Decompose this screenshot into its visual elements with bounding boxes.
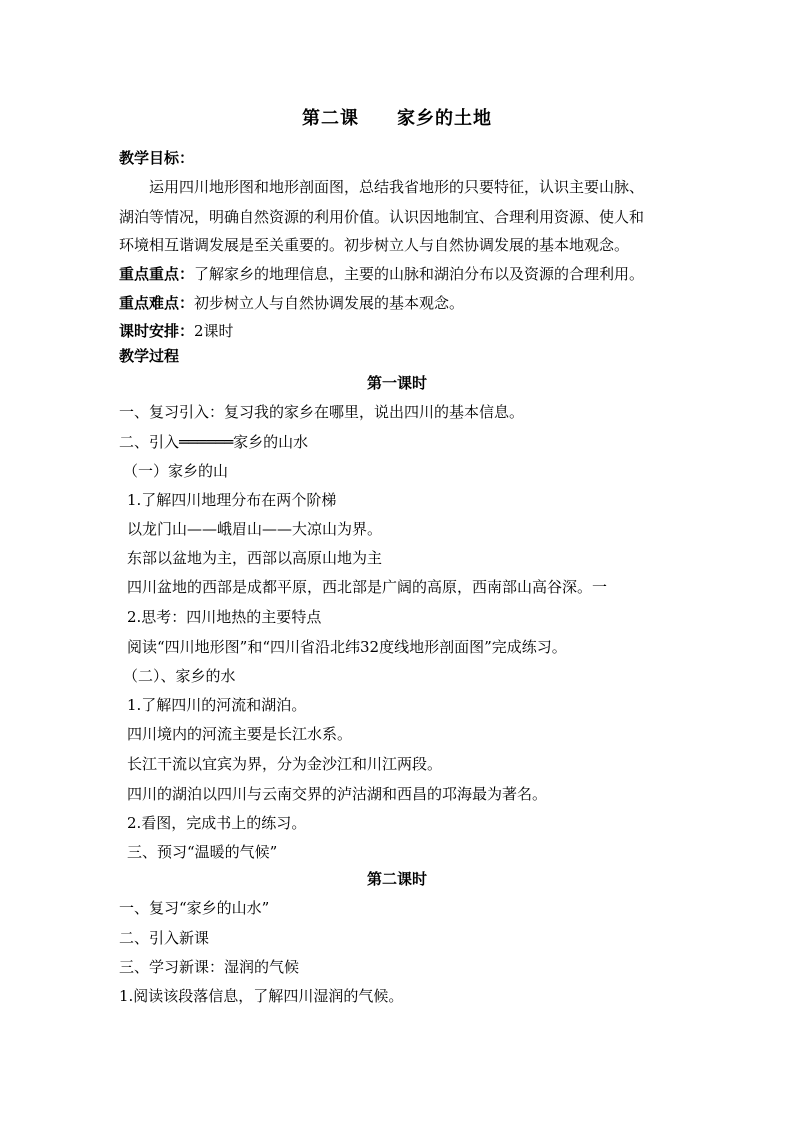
lesson2-line: 1.阅读该段落信息，了解四川湿润的气候。 <box>119 987 404 1005</box>
lesson1-line: 阅读“四川地形图”和“四川省沿北纬32度线地形剖面图”完成练习。 <box>127 638 567 656</box>
lesson2-line: 二、引入新课 <box>119 929 210 947</box>
difficulties-label: 重点难点： <box>119 294 195 312</box>
key-points-row <box>119 264 679 284</box>
process-heading: 教学过程 <box>119 347 180 365</box>
lesson1-line: 以龙门山——峨眉山——大凉山为界。 <box>127 520 383 538</box>
lesson2-heading: 第二课时 <box>366 870 427 888</box>
lesson1-line: （一）家乡的山 <box>123 462 229 480</box>
schedule-text: 2课时 <box>194 322 234 340</box>
difficulties-row <box>119 293 679 313</box>
lesson1-line: （二）、家乡的水 <box>123 667 236 685</box>
schedule-row <box>119 321 679 341</box>
objectives-heading: 教学目标： <box>119 149 195 167</box>
key-points-label: 重点重点： <box>119 265 195 283</box>
lesson1-line: 2.思考：四川地热的主要特点 <box>127 608 322 626</box>
lesson1-line: 四川盆地的西部是成都平原，西北部是广阔的高原，西南部山高谷深。一 <box>127 578 608 596</box>
lesson2-line: 一、复习“家乡的山水” <box>119 899 270 917</box>
key-points-text: 了解家乡的地理信息，主要的山脉和湖泊分布以及资源的合理利用。 <box>194 265 645 283</box>
lesson1-line: 1.了解四川地理分布在两个阶梯 <box>127 491 337 509</box>
lesson1-line: 1.了解四川的河流和湖泊。 <box>127 696 307 714</box>
lesson2-line: 三、学习新课：湿润的气候 <box>119 958 300 976</box>
objectives-line: 运用四川地形图和地形剖面图，总结我省地形的只要特征，认识主要山脉、 <box>149 178 645 196</box>
lesson1-line: 一、复习引入：复习我的家乡在哪里，说出四川的基本信息。 <box>119 403 525 421</box>
lesson1-line: 二、引入══════家乡的山水 <box>119 433 309 451</box>
objectives-line: 环境相互谐调发展是至关重要的。初步树立人与自然协调发展的基本地观念。 <box>119 236 630 254</box>
objectives-line: 湖泊等情况，明确自然资源的利用价值。认识因地制宜、合理利用资源、使人和 <box>119 208 645 226</box>
lesson1-line: 四川境内的河流主要是长江水系。 <box>127 725 353 743</box>
lesson1-heading: 第一课时 <box>366 374 427 392</box>
lesson1-line: 2.看图，完成书上的练习。 <box>127 814 307 832</box>
schedule-label: 课时安排： <box>119 322 195 340</box>
difficulties-text: 初步树立人与自然协调发展的基本观念。 <box>194 294 465 312</box>
lesson1-line: 四川的湖泊以四川与云南交界的泸沽湖和西昌的邛海最为著名。 <box>127 785 548 803</box>
lesson1-line: 东部以盆地为主，西部以高原山地为主 <box>127 549 383 567</box>
page-title: 第二课 家乡的土地 <box>302 108 492 129</box>
lesson1-line: 长江干流以宜宾为界，分为金沙江和川江两段。 <box>127 755 443 773</box>
lesson1-line: 三、预习“温暖的气候” <box>127 843 278 861</box>
